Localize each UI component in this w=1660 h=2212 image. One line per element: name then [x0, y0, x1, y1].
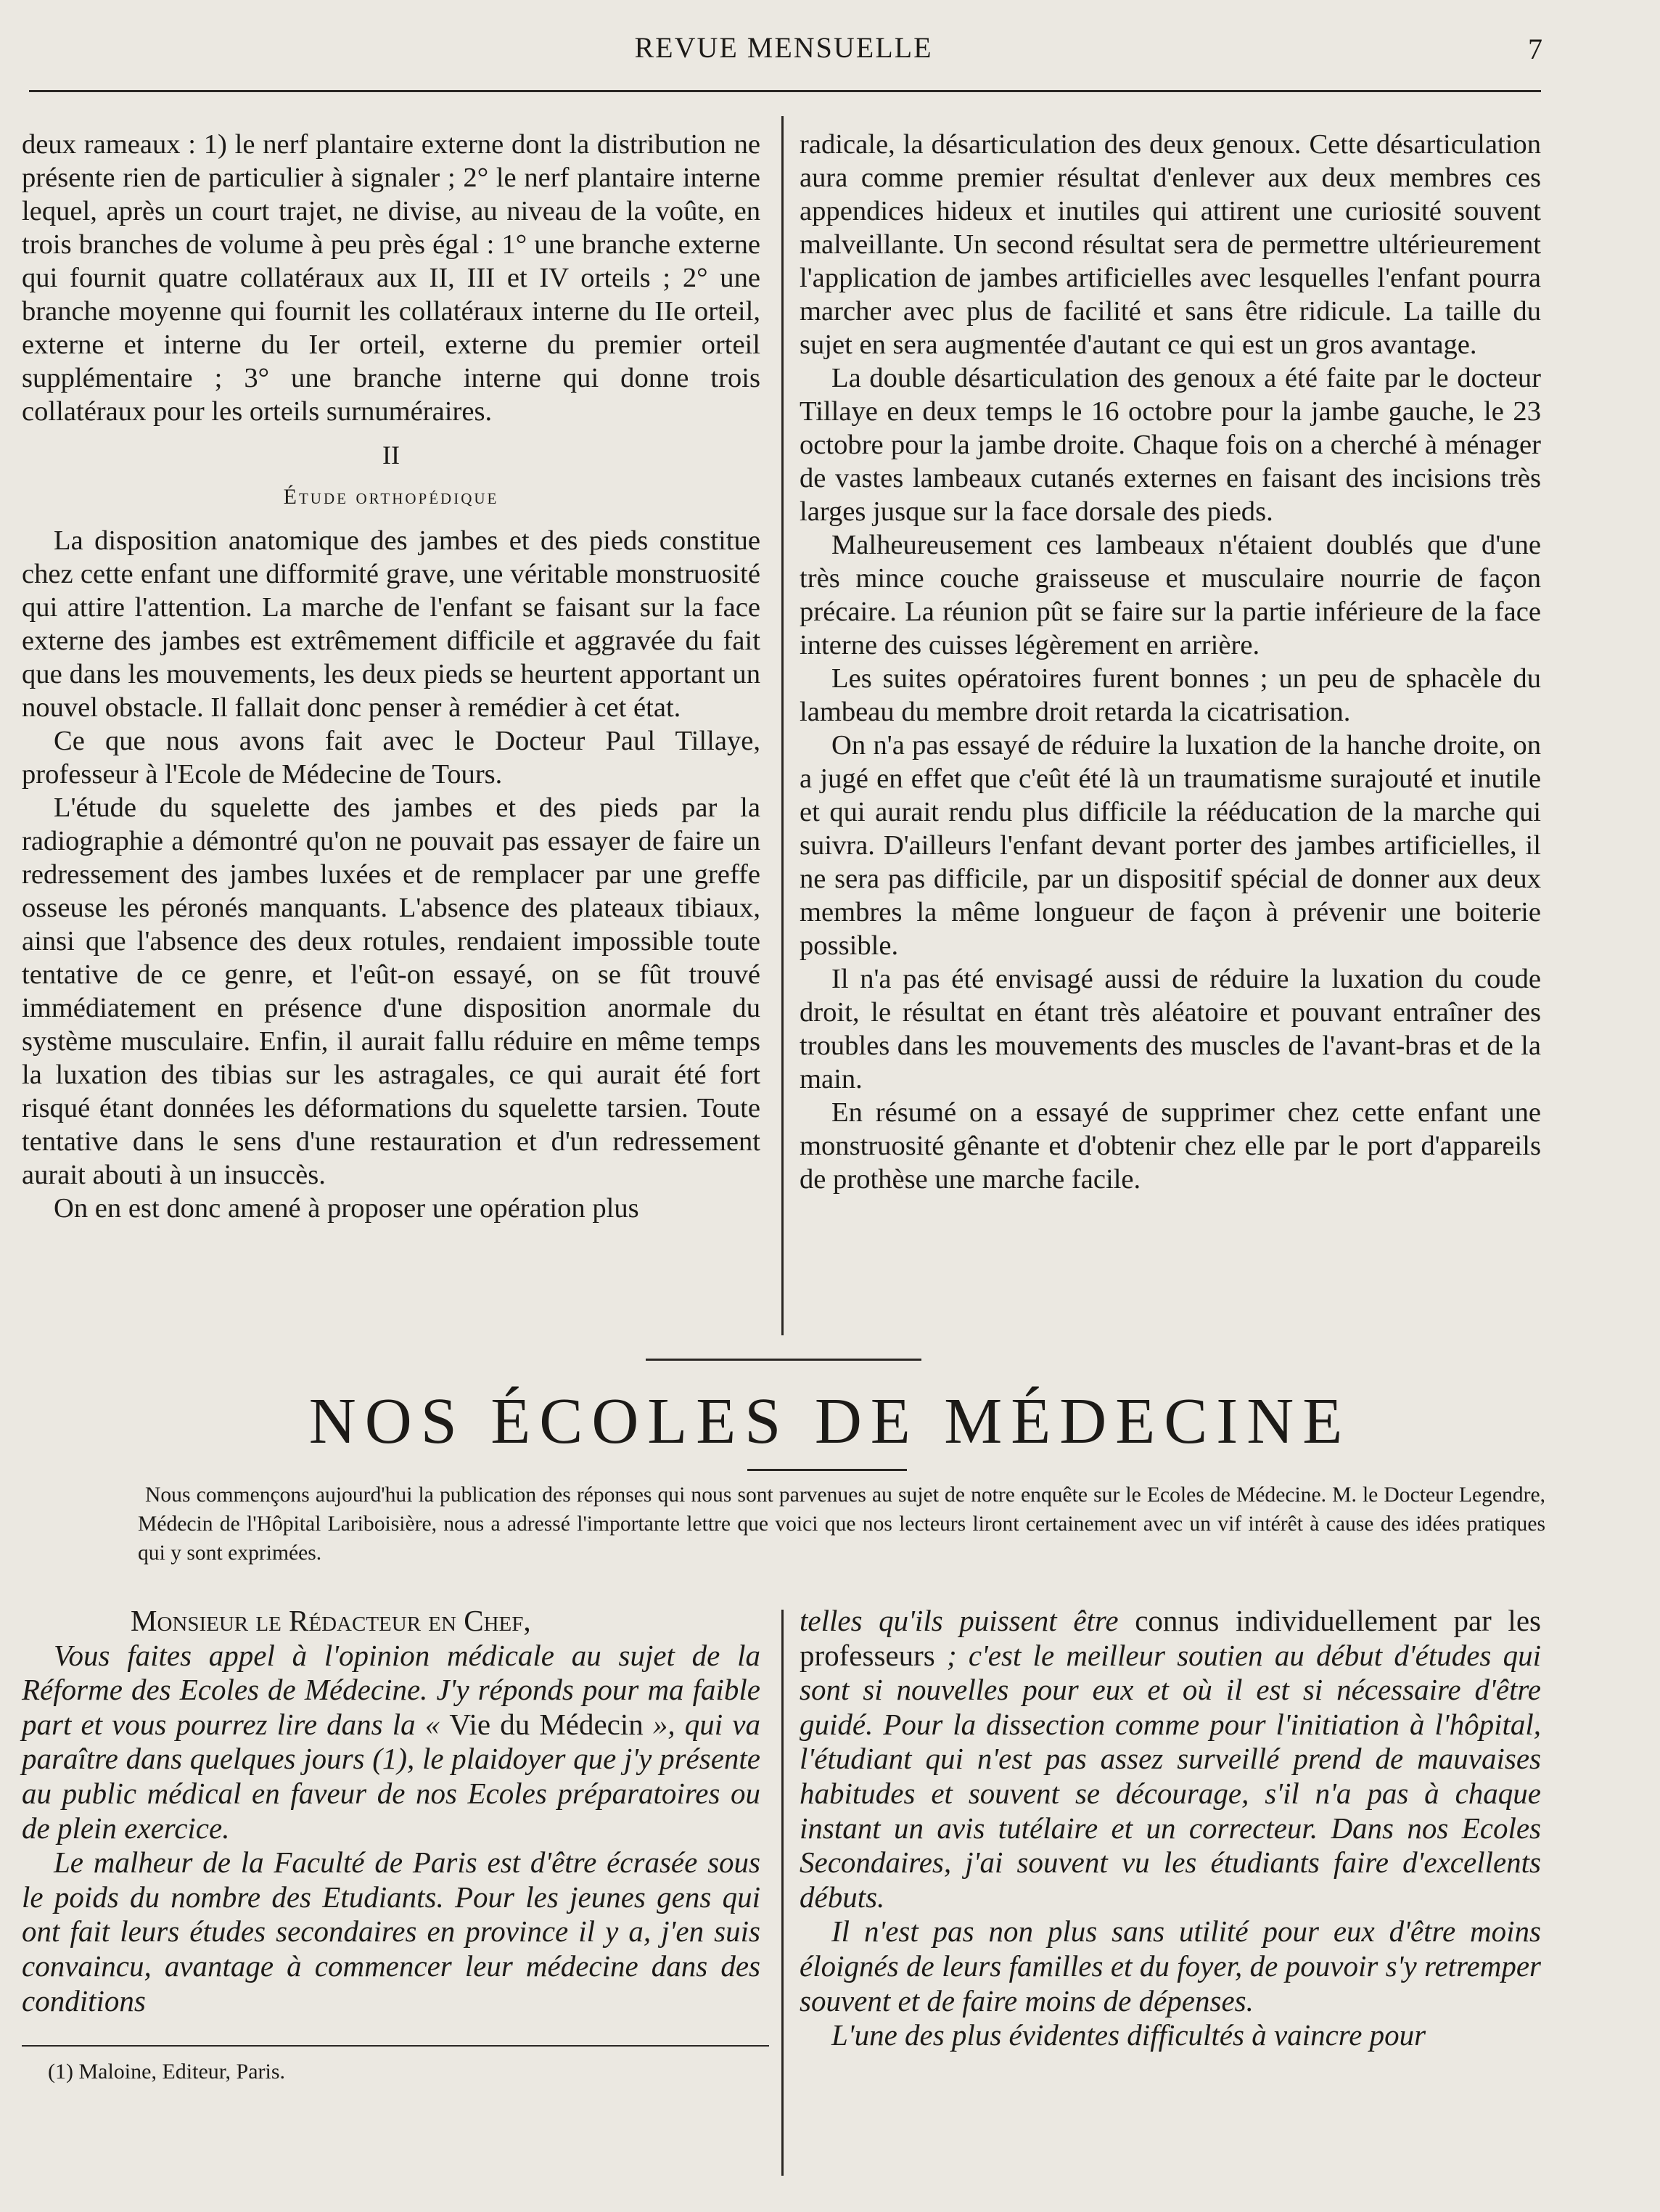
italic-text: ; c'est le meilleur soutien au début d'études qui sont si nouvelles pour eux et où il est si nécessaire d'être guidé. Pour la dissection comme pour l'initiation à l'hôpital, l'étudiant qui n'est pas assez surveillé prend de mauvaises habitudes et souvent se décourage, s'il n'a pas à chaque instant un avis tutélaire et un correcteur. Dans nos Ecoles Secondaires, j'ai souvent vu les étudiants faire d'excellents débuts. [800, 1638, 1541, 1914]
column-divider-bottom [781, 1610, 784, 2176]
letter-left-column [22, 1604, 760, 2018]
section-number: II [382, 441, 400, 470]
paragraph: La disposition anatomique des jambes et des pieds constitue chez cette enfant une difformité grave, une véritable monstruosité qui attire l'attention. La marche de l'enfant se faisant sur la face externe des jambes est extrêmement difficile et aggravée du fait que dans les mouvements, les deux pieds se heurtent apportant un nouvel obstacle. Il fallait donc penser à remédier à cet état. [22, 525, 760, 723]
paragraph: Malheureusement ces lambeaux n'étaient doublés que d'une très mince couche graisseuse et musculaire nourrie de façon précaire. La réunion pût se faire sur la partie inférieure de la face interne des cuisses légèrement en arrière. [800, 530, 1541, 660]
title-underline [747, 1469, 907, 1471]
paragraph: Le malheur de la Faculté de Paris est d'être écrasée sous le poids du nombre des Etudiants. Pour les jeunes gens qui ont fait leurs études secondaires en province il y a, j'en suis convaincu, avantage à commencer leur médecine dans des conditions [22, 1846, 760, 2018]
roman-text: connus individuellement par les professeurs [800, 1604, 1541, 1672]
header-rule [29, 90, 1541, 92]
paragraph: radicale, la désarticulation des deux genoux. Cette désarticulation aura comme premier résultat d'enlever aux deux membres ces appendices hideux et inutiles qui attirent une curiosité souvent malveillante. Un second résultat sera de permettre ultérieurement l'application de jambes artificielles avec lesquelles l'enfant pourra marcher avec plus de facilité et sans être ridicule. La taille du sujet en sera augmentée d'autant ce qui est un gros avantage. [800, 129, 1541, 360]
footnote-rule [22, 2045, 769, 2047]
article-intro: Nous commençons aujourd'hui la publication des réponses qui nous sont parvenues au sujet de notre enquête sur le Ecoles de Médecine. M. le Docteur Legendre, Médecin de l'Hôpital Lariboisière, nous a adressé l'importante lettre que voici que nos lecteurs liront certainement avec un vif intérêt à cause des idées pratiques qui y sont exprimées. [138, 1483, 1545, 1565]
paragraph: En résumé on a essayé de supprimer chez cette enfant une monstruosité gênante et d'obtenir chez elle par le port d'appareils de prothèse une marche facile. [800, 1097, 1541, 1195]
paragraph [800, 1604, 1541, 1914]
paragraph [22, 1639, 760, 1846]
article-title: NOS ÉCOLES DE MÉDECINE [308, 1385, 1352, 1457]
paragraph: Il n'est pas non plus sans utilité pour eux d'être moins éloignés de leurs familles et du foyer, de pouvoir s'y retremper souvent et de faire moins de dépenses. [800, 1914, 1541, 2018]
running-header [29, 26, 1542, 70]
paragraph: L'étude du squelette des jambes et des pieds par la radiographie a démontré qu'on ne pouvait pas essayer de faire un redressement des jambes luxées et de remplacer par une greffe osseuse les péronés manquants. L'absence des plateaux tibiaux, ainsi que l'absence des deux rotules, rendaient impossible toute tentative de ce genre, et l'eût-on essayé, on se fût trouvé immédiatement en présence d'une disposition anormale du système musculaire. Enfin, il aurait fallu réduire en même temps la luxation des tibias sur les astragales, ce qui aurait été fort risqué étant données les déformations du squelette tarsien. Toute tentative dans le sens d'une restauration et d'un redressement aurait abouti à un insuccès. [22, 792, 760, 1190]
italic-text: Vous faites appel à l'opinion médicale au sujet de la Réforme des Ecoles de Médecine. J'y réponds pour ma faible part et vous pourrez lire dans la « [22, 1638, 760, 1741]
italic-text: », qui va paraître dans quelques jours (1), le plaidoyer que j'y présente au public médical en faveur de nos Ecoles préparatoires ou de plein exercice. [22, 1707, 760, 1845]
column-divider-top [781, 116, 784, 1335]
paragraph: Ce que nous avons fait avec le Docteur Paul Tillaye, professeur à l'Ecole de Médecine de Tours. [22, 726, 760, 790]
paragraph: La double désarticulation des genoux a été faite par le docteur Tillaye en deux temps le 16 octobre pour la jambe gauche, le 23 octobre pour la jambe droite. Chaque fois on a cherché à ménager de vastes lambeaux cutanés externes en faisant des incisions très larges jusque sur la face dorsale des pieds. [800, 363, 1541, 527]
paragraph: Il n'a pas été envisagé aussi de réduire la luxation du coude droit, le résultat en étant très aléatoire et pouvant entraîner des troubles dans les mouvements des muscles de l'avant-bras et de la main. [800, 964, 1541, 1094]
page-number: 7 [1528, 33, 1542, 65]
paragraph: L'une des plus évidentes difficultés à vaincre pour [831, 2018, 1426, 2052]
paragraph: On n'a pas essayé de réduire la luxation de la hanche droite, on a jugé en effet que c'eût été là un traumatisme surajouté et inutile et qui aurait rendu plus difficile la rééducation de la marche qui suivra. D'ailleurs l'enfant devant porter des jambes artificielles, il ne sera pas difficile, par un dispositif spécial de donner aux deux membres la même longueur de façon à prévenir une boiterie possible. [800, 730, 1541, 961]
paragraph: On en est donc amené à proposer une opération plus [54, 1193, 639, 1224]
roman-text: Vie du Médecin [449, 1707, 644, 1741]
footnote: (1) Maloine, Editeur, Paris. [48, 2060, 286, 2084]
paragraph: deux rameaux : 1) le nerf plantaire externe dont la distribution ne présente rien de particulier à signaler ; 2° le nerf plantaire interne lequel, après un court trajet, ne divise, au niveau de la voûte, en trois branches de volume à peu près égal : 1° une branche externe qui fournit quatre collatéraux aux II, III et IV orteils ; 2° une branche moyenne qui fournit les collatéraux interne du IIe orteil, externe et interne du Ier orteil, externe du premier orteil supplémentaire ; 3° une branche interne qui donne trois collatéraux pour les orteils surnuméraires. [22, 129, 760, 427]
left-column [22, 128, 760, 1225]
right-column [800, 128, 1541, 1196]
running-title: REVUE MENSUELLE [634, 31, 933, 64]
paragraph: Les suites opératoires furent bonnes ; un peu de sphacèle du lambeau du membre droit retarda la cicatrisation. [800, 663, 1541, 727]
letter-right-column [800, 1604, 1541, 2053]
article-separator-rule [646, 1359, 921, 1361]
italic-text: telles qu'ils puissent être [800, 1604, 1135, 1637]
letter-salutation: Monsieur le Rédacteur en Chef, [131, 1604, 531, 1637]
section-title: Étude orthopédique [283, 485, 499, 509]
